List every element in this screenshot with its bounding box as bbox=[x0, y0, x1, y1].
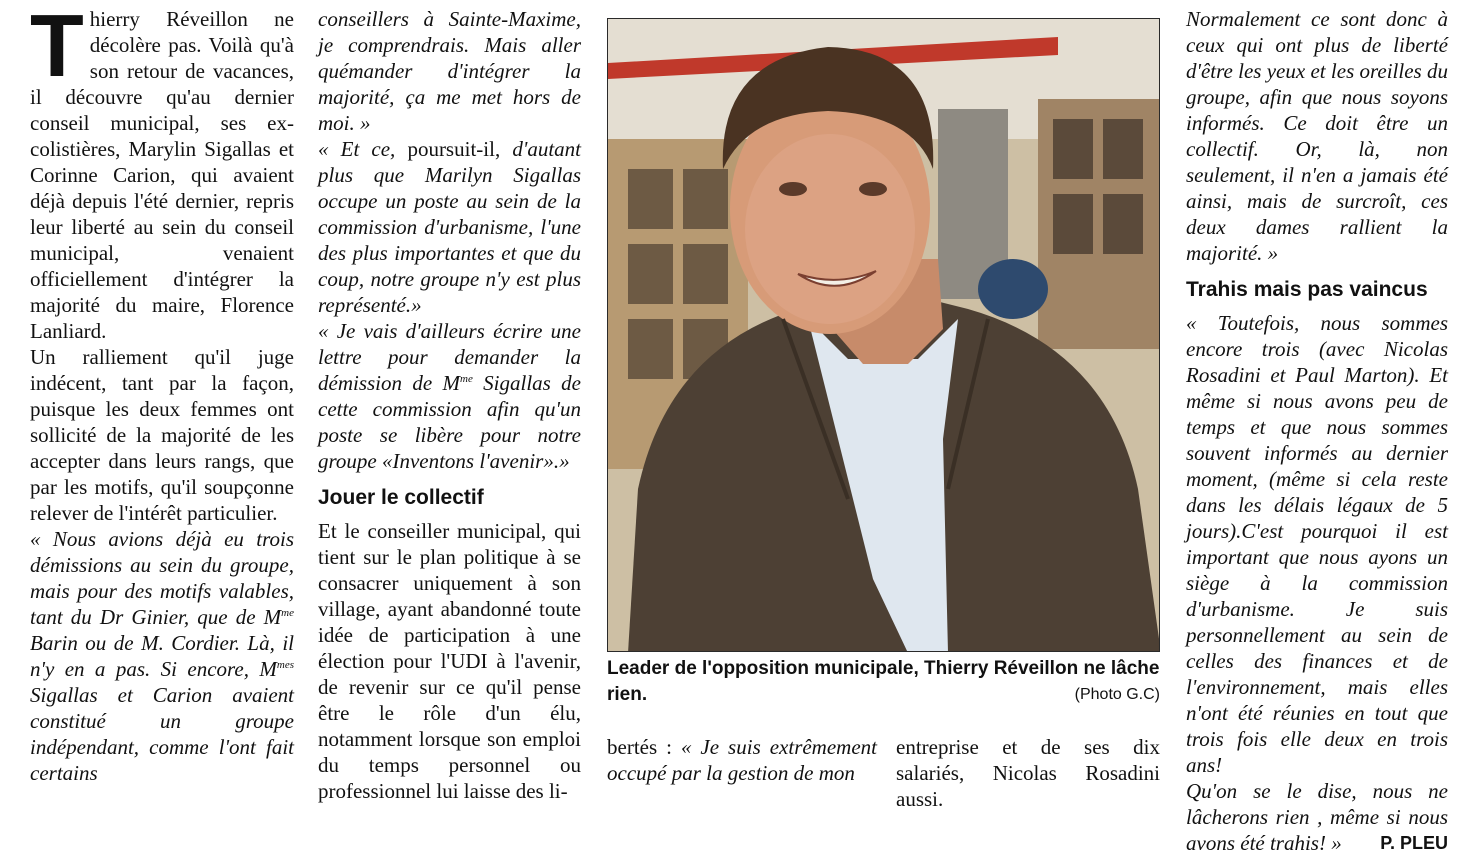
paragraph-2: Un ralliement qu'il juge indécent, tant par la façon, puisque les deux femmes ont sollicité de la majorité de les accepter dans leurs rangs, que par les motifs, qu'il soupçonne relever de l'intérêt particulier. bbox=[30, 345, 294, 525]
author-signature: P. PLEU bbox=[1380, 833, 1448, 853]
bottom-text-right: entreprise et de ses dix salariés, Nicolas Rosadini aussi. bbox=[896, 735, 1160, 811]
photo-credit: (Photo G.C) bbox=[1074, 686, 1160, 703]
lead-paragraph: Thierry Réveillon ne décolère pas. Voilà qu'à son retour de vacances, il découvre qu'au dernier conseil municipal, ses ex-colistières, Marylin Sigallas et Corinne Carion, qui avaient déjà depuis l'été dernier, repris leur liberté au sein du conseil municipal, venaient officiellement d'intégrer la majorité du maire, Florence Lanliard. bbox=[30, 0, 294, 343]
quote-collectif: Normalement ce sont donc à ceux qui ont plus de liberté d'être les yeux et les oreilles du groupe, afin que nous soyons informés. Ce doit être un collectif. Or, là, non seulement, il n'en a jamais été ainsi, mais de surcroît, ces deux dames rallient la majorité. » bbox=[1186, 7, 1448, 265]
subheading-jouer-le-collectif: Jouer le collectif bbox=[318, 486, 484, 509]
photo-caption: Leader de l'opposition municipale, Thierry Réveillon ne lâche rien. bbox=[607, 658, 1160, 705]
article-column-4 bbox=[1186, 6, 1448, 856]
quote-paragraph-2: « Et ce, poursuit-il, d'autant plus que Marilyn Sigallas occupe un poste au sein de la commission d'urbanisme, l'une des plus importantes et que du coup, notre groupe n'y est plus représenté.» bbox=[318, 137, 581, 317]
article-column-1 bbox=[30, 0, 294, 786]
quote-continuation: conseillers à Sainte-Maxime, je comprendrais. Mais aller quémander d'intégrer la majorité, ça me met hors de moi. » bbox=[318, 7, 581, 135]
portrait-photo bbox=[607, 18, 1160, 652]
article-column-2 bbox=[318, 6, 581, 804]
subheading-trahis: Trahis mais pas vaincus bbox=[1186, 278, 1428, 301]
quote-conclusion: Qu'on se le dise, nous ne lâcherons rien , même si nous avons été trahis! » P. PLEU bbox=[1186, 779, 1448, 855]
quote-paragraph: « Nous avions déjà eu trois démissions au sein du groupe, mais pour des motifs valables, tant du Dr Ginier, que de $M^{me}$ Barin ou de M. Cordier. Là, il n'y en a pas. Si encore, $M^{mes}$ Sigallas et Carion avaient constitué un groupe indépendant, comme l'ont fait certains bbox=[30, 527, 294, 785]
quote-paragraph-3: « Je vais d'ailleurs écrire une lettre pour demander la démission de $M^{me}$ Sigallas de cette commission afin qu'un poste se libère pour notre groupe «Inventons l'avenir».» bbox=[318, 319, 581, 473]
bottom-text-left: bertés : « Je suis extrêmement occupé par la gestion de mon bbox=[607, 735, 877, 785]
quote-toutefois: « Toutefois, nous sommes encore trois (avec Nicolas Rosadini et Paul Marton). Et même si nous avons peu de temps et que nous sommes souvent informés au dernier moment, (même si cela reste dans les délais légaux de 5 jours).C'est pourquoi il est important que nous ayons un siège à la commission d'urbanisme. Je suis personnellement au sein de celles des finances et de l'environnement, mais elles n'ont été réunies en tout que trois fois elle deux en trois ans! bbox=[1186, 311, 1448, 777]
paragraph-collectif: Et le conseiller municipal, qui tient sur le plan politique à se consacrer uniquement à son village, ayant abandonné toute idée de participation à une élection pour l'UDI à l'avenir, de revenir sur ce qu'il pense être le rôle d'un élu, notamment lorsque son emploi du temps personnel ou professionnel lui laisse des li- bbox=[318, 519, 581, 803]
drop-cap: T bbox=[30, 0, 84, 95]
